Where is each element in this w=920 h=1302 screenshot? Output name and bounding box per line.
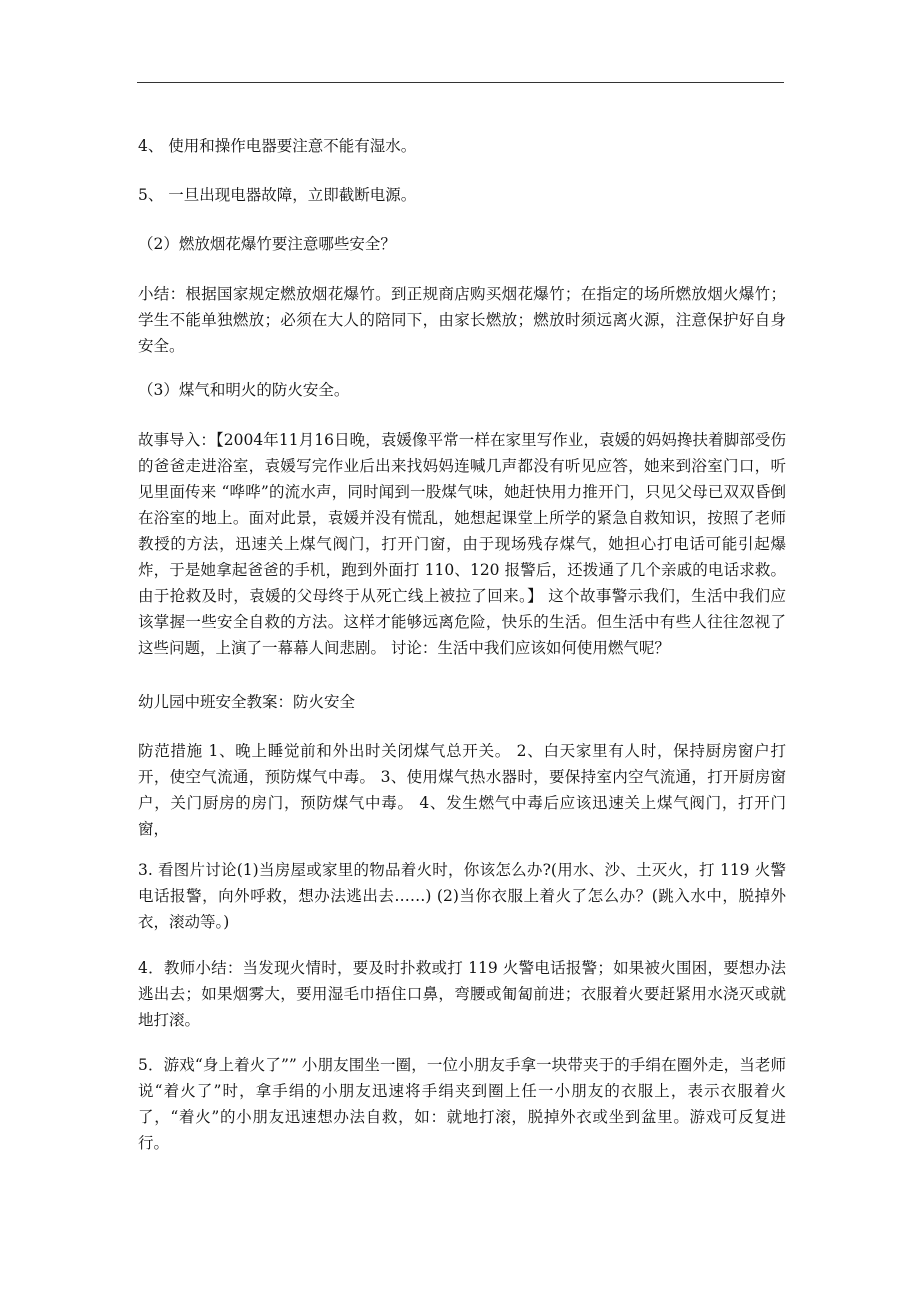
paragraph-prevention: 防范措施 1、晚上睡觉前和外出时关闭煤气总开关。 2、白天家里有人时，保持厨房窗户打开，使空气流通，预防煤气中毒。 3、使用煤气热水器时，要保持室内空气流通，打开厨房窗户，关门厨房的房门，预防煤气中毒。 4、发生燃气中毒后应该迅速关上煤气阀门，打开门窗， xyxy=(138,742,786,838)
paragraph-story-intro: 故事导入：【2004年11月16日晚，袁媛像平常一样在家里写作业，袁媛的妈妈搀扶着脚部受伤的爸爸走进浴室，袁媛写完作业后出来找妈妈连喊几声都没有听见应答，她来到浴室门口，听见里面传来 “哗哗”的流水声，同时闻到一股煤气味，她赶快用力推开门，只见父母已双双昏倒在浴室的地上。面对此景，袁媛并没有慌乱，她想起课堂上所学的紧急自救知识，按照了老师教授的方法，迅速关上煤气阀门，打开门窗，由于现场残存煤气，她担心打电话可能引起爆炸，于是她拿起爸爸的手机，跑到外面打 110、120 报警后，还拨通了几个亲戚的电话求救。由于抢救及时，袁媛的父母终于从死亡线上被拉了回来。】 这个故事警示我们，生活中我们应该掌握一些安全自救的方法。这样才能够远离危险，快乐的生活。但生活中有些人往往忽视了这些问题，上演了一幕幕人间悲剧。 讨论：生活中我们应该如何使用燃气呢？ xyxy=(138,431,786,657)
paragraph-item-5: 5、 一旦出现电器故障，立即截断电源。 xyxy=(138,186,417,204)
section-heading-fireworks: （2）燃放烟花爆竹要注意哪些安全？ xyxy=(138,235,396,253)
paragraph-picture-discussion: 3. 看图片讨论(1)当房屋或家里的物品着火时，你该怎么办?(用水、沙、土灭火，打 119 火警电话报警，向外呼救，想办法逃出去……) (2)当你衣服上着火了怎么办？(跳入水中，脱掉外衣，滚动等。) xyxy=(138,861,786,931)
paragraph-game: 5．游戏“身上着火了”” 小朋友围坐一圈，一位小朋友手拿一块带夹于的手绢在圈外走，当老师说“着火了”时，拿手绢的小朋友迅速将手绢夹到圈上任一小朋友的衣服上，表示衣服着火了，“着火”的小朋友迅速想办法自救，如：就地打滚，脱掉外衣或坐到盆里。游戏可反复进行。 xyxy=(138,1056,786,1152)
paragraph-item-4: 4、 使用和操作电器要注意不能有湿水。 xyxy=(138,137,417,155)
lesson-title: 幼儿园中班安全教案：防火安全 xyxy=(138,693,356,711)
paragraph-teacher-summary: 4．教师小结：当发现火情时，要及时扑救或打 119 火警电话报警；如果被火围困，要想办法逃出去；如果烟雾大，要用湿毛巾捂住口鼻，弯腰或匍匐前进；衣服着火要赶紧用水浇灭或就地打滚。 xyxy=(138,959,786,1029)
paragraph-fireworks-summary: 小结：根据国家规定燃放烟花爆竹。到正规商店购买烟花爆竹；在指定的场所燃放烟火爆竹；学生不能单独燃放；必须在大人的陪同下，由家长燃放；燃放时须远离火源，注意保护好自身安全。 xyxy=(138,285,786,355)
section-heading-gas: （3）煤气和明火的防火安全。 xyxy=(138,381,350,399)
header-rule xyxy=(137,82,784,83)
